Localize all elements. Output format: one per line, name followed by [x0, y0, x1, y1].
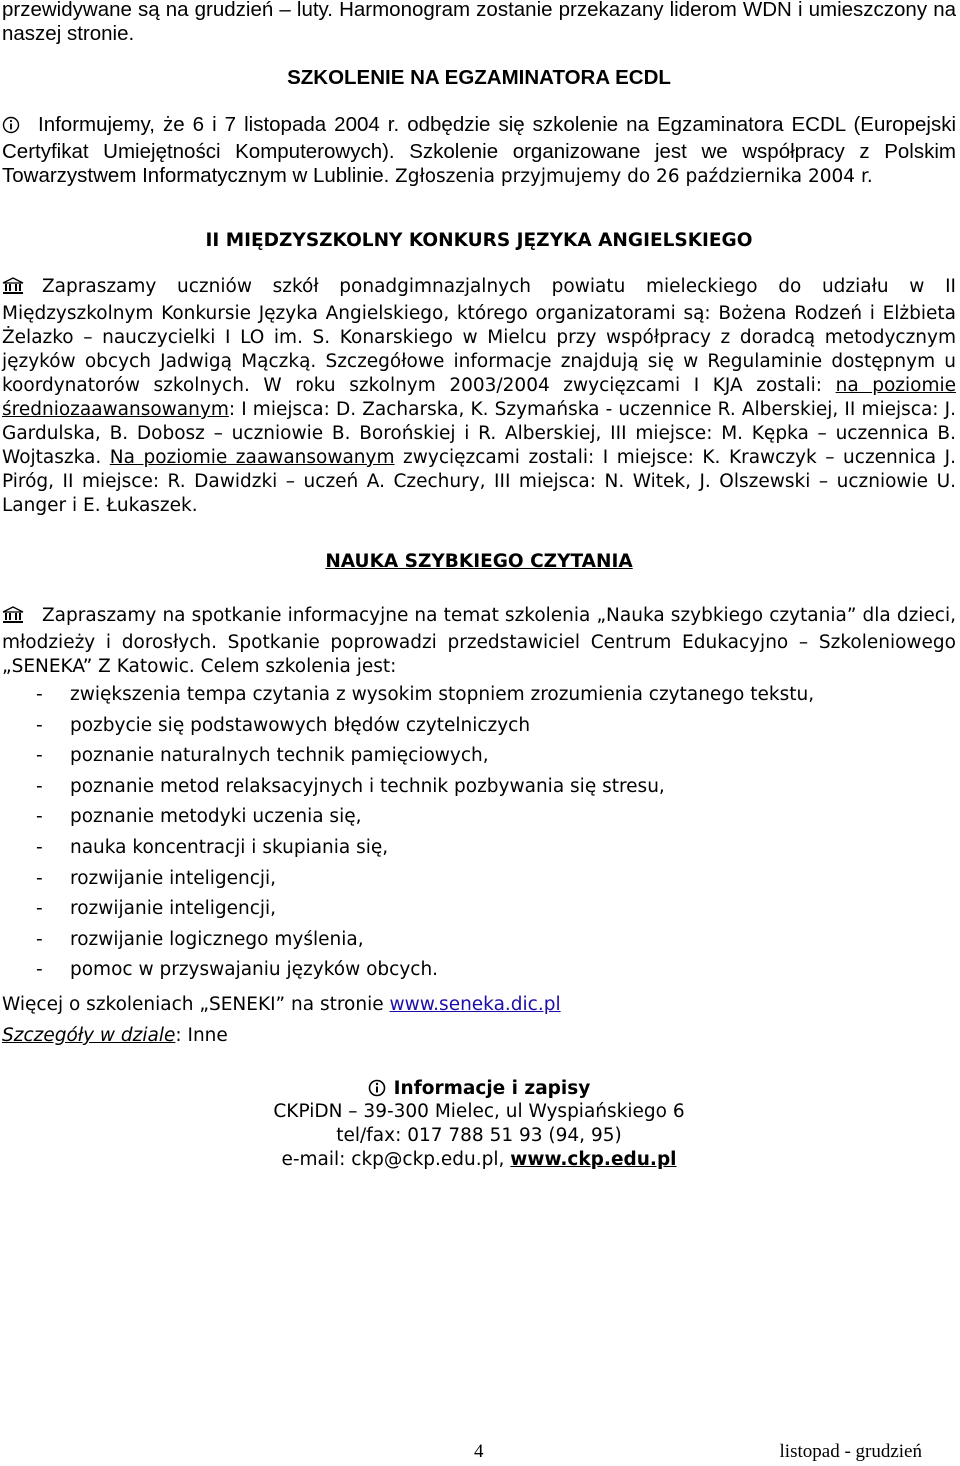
list-item: - poznanie metodyki uczenia się,: [36, 806, 362, 828]
konkurs-text-3: zwycięzcami zostali: I miejsce: K. Krawczyk – uczennica J. Piróg, II miejsce: R. Dawidzki – uczeń A. Czechury, III miejsca: N. Witek, J. Olszewski – uczniowie U. Langer i E. Łukaszek.: [2, 447, 957, 516]
seneka-link[interactable]: www.seneka.dic.pl: [389, 994, 561, 1015]
ecdl-text: Informujemy, że 6 i 7 listopada 2004 r. odbędzie się szkolenie na Egzaminatora ECDL (Europejski Certyfikat Umiejętności Komputerowych). Szkolenie organizowane jest we współpracy z Polskim Towarzystwem Informatycznym w Lublinie.: [2, 113, 956, 187]
konkurs-heading: [2, 229, 956, 253]
intro-text: przewidywane są na grudzień – luty. Harmonogram zostanie przekazany liderom WDN i umieszczony na naszej stronie.: [2, 0, 956, 45]
nauka-intro-paragraph: [2, 604, 956, 679]
ecdl-paragraph: [2, 113, 956, 189]
info-icon: [2, 116, 20, 140]
school-building-icon: [2, 277, 24, 302]
list-item-text: poznanie naturalnych technik pamięciowych,: [70, 745, 489, 767]
contact-phone-text: tel/fax: 017 788 51 93 (94, 95): [336, 1125, 622, 1146]
list-item-text: nauka koncentracji i skupiania się,: [70, 836, 389, 858]
list-item-text: poznanie metodyki uczenia się,: [70, 806, 362, 828]
list-item: - nauka koncentracji i skupiania się,: [36, 836, 389, 858]
list-item: - rozwijanie logicznego myślenia,: [36, 928, 364, 950]
nauka-intro-text: Zapraszamy na spotkanie informacyjne na temat szkolenia „Nauka szybkiego czytania” dla dzieci, młodzieży i dorosłych. Spotkanie poprowadzi przedstawiciel Centrum Edukacyjno – Szkoleniowego „SENEKA” Z Katowic. Celem szkolenia jest:: [2, 605, 956, 677]
nauka-heading-text: NAUKA SZYBKIEGO CZYTANIA: [325, 551, 633, 572]
list-item-text: rozwijanie inteligencji,: [70, 867, 277, 889]
footer-date: listopad - grudzień: [779, 1441, 922, 1462]
list-item-text: pozbycie się podstawowych błędów czytelniczych: [70, 714, 531, 736]
details-suffix: : Inne: [175, 1025, 228, 1046]
more-info-prefix: Więcej o szkoleniach „SENEKI” na stronie: [2, 994, 390, 1015]
konkurs-heading-text: II MIĘDZYSZKOLNY KONKURS JĘZYKA ANGIELSKIEGO: [205, 230, 753, 251]
konkurs-level-advanced: Na poziomie zaawansowanym: [109, 447, 395, 468]
contact-email-text: e-mail: ckp@ckp.edu.pl,: [281, 1149, 511, 1170]
ecdl-heading: [2, 66, 956, 90]
list-item-text: poznanie metod relaksacyjnych i technik pozbywania się stresu,: [70, 775, 665, 797]
konkurs-text-2: : I miejsca: D. Zacharska, K. Szymańska - uczennice R. Alberskiej, II miejsca: J. Gardulska, B. Dobosz – uczniowie B. Borońskiej i R. Alberskiej, III miejsce: M. Kępka – uczennica B. Wojtaszka.: [2, 399, 956, 468]
konkurs-paragraph: [2, 275, 956, 518]
contact-address-text: CKPiDN – 39-300 Mielec, ul Wyspiańskiego 6: [273, 1101, 685, 1122]
contact-phone: [2, 1124, 956, 1148]
nauka-goals-list: [2, 683, 956, 989]
ecdl-heading-text: SZKOLENIE NA EGZAMINATORA ECDL: [287, 66, 671, 89]
ckp-website-link[interactable]: www.ckp.edu.pl: [510, 1149, 677, 1170]
details-link[interactable]: Szczegóły w dziale: [2, 1025, 176, 1046]
list-item: - rozwijanie inteligencji,: [36, 867, 277, 889]
nauka-heading: [2, 550, 956, 574]
contact-email-line: [2, 1148, 956, 1172]
list-item: - zwiększenia tempa czytania z wysokim stopniem zrozumienia czytanego tekstu,: [36, 684, 815, 705]
page-number: 4: [474, 1441, 484, 1462]
details-line: [2, 1024, 956, 1048]
school-building-icon: [2, 606, 24, 631]
more-info-line: [2, 993, 956, 1017]
list-item-text: zwiększenia tempa czytania z wysokim stopniem zrozumienia czytanego tekstu,: [70, 684, 815, 705]
contact-title: Informacje i zapisy: [393, 1078, 591, 1099]
konkurs-level-intermediate: na poziomie średniozaawansowanym: [2, 375, 956, 420]
ecdl-deadline: Zgłoszenia przyjmujemy do 26 października 2004 r.: [395, 166, 873, 187]
konkurs-text-1: Zapraszamy uczniów szkół ponadgimnazjalnych powiatu mieleckiego do udziału w II Międzyszkolnym Konkursie Języka Angielskiego, którego organizatorami są: Bożena Rodzeń i Elżbieta Żelazko – nauczycielki I LO im. S. Konarskiego w Mielcu przy współpracy z doradcą metodycznym języków obcych Jadwigą Mączką. Szczegółowe informacje znajdują się w Regulaminie dostępnym u koordynatorów szkolnych. W roku szkolnym 2003/2004 zwycięzcami I KJA zostali:: [2, 276, 956, 396]
list-item-text: rozwijanie logicznego myślenia,: [70, 928, 364, 950]
list-item: - rozwijanie inteligencji,: [36, 898, 277, 920]
contact-address: [2, 1100, 956, 1124]
list-item: - pomoc w przyswajaniu języków obcych.: [36, 959, 439, 981]
list-item: - poznanie naturalnych technik pamięciowych,: [36, 745, 489, 767]
list-item-text: pomoc w przyswajaniu języków obcych.: [70, 959, 439, 981]
list-item: - poznanie metod relaksacyjnych i technik pozbywania się stresu,: [36, 775, 665, 797]
list-item-text: rozwijanie inteligencji,: [70, 898, 277, 920]
intro-paragraph: [2, 0, 956, 46]
list-item: - pozbycie się podstawowych błędów czytelniczych: [36, 714, 531, 736]
